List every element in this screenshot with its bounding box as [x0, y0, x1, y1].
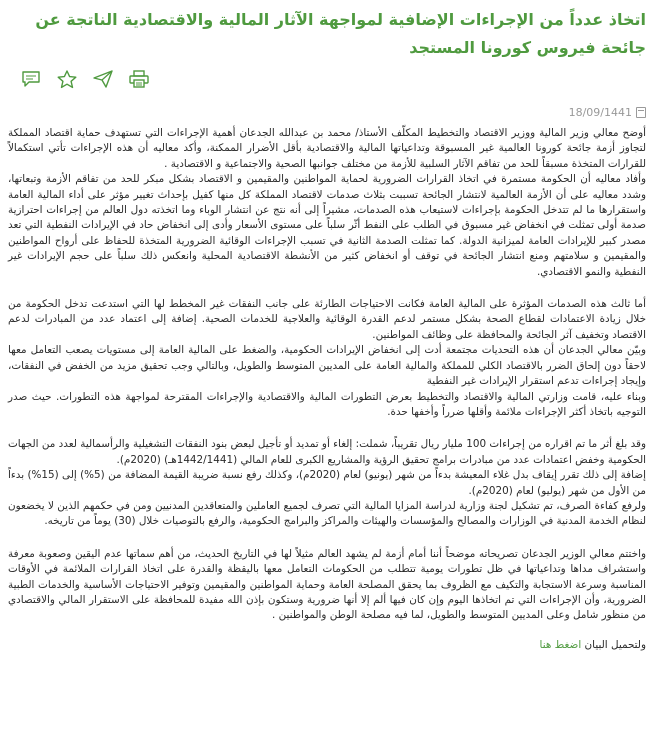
star-icon [57, 70, 77, 89]
article-toolbar [18, 68, 152, 90]
paragraph-2: وأفاد معاليه أن الحكومة مستمرة في اتخاذ القرارات الضرورية لحماية المواطنين والمقيمين و الاقتصاد بشكل مبكر للحد من تفاقم الأزمة وتبعاتها، وشدد معاليه على أن الأزمة العالمية لانتشار الجائحة تسببت بثلاث صدمات لاقتصاد المملكة كل منها كفيل بإحداث تغيير مؤثر على أداء المالية العامة واستقرارها ما لم تتدخل الحكومة بإجراءات لاستيعاب هذه الصدمات، مشيراً إلى أنه نتج عن انتشار الوباء وما اتخذته دول العالم من إجراءات احترازية صدمة أولى تمثلت في انخفاض غير مسبوق في الطلب على النفط أثّر سلباً على مستوى الأسعار وأدى إلى انخفاض حاد في الإيرادات النفطية التي تعد مصدر كبير للإيرادات العامة لميزانية الدولة. كما تمثلت الصدمة الثانية في تسبب الإجراءات الوقائية الضرورية المتخذة للحفاظ على أرواح المواطنين والمقيمين و سلامتهم ومنع انتشار الجائحة في توقف أو انخفاض كثير من الأنشطة الاقتصادية المحلية وانعكس ذلك سلباً على حجم الإيرادات غير النفطية والنمو الاقتصادي. [8, 173, 646, 278]
favorite-button[interactable] [54, 68, 80, 90]
share-icon [93, 70, 113, 88]
paragraph-4: وبيّن معالي الجدعان أن هذه التحديات مجتمعة أدت إلى انخفاض الإيرادات الحكومية، والضغط على المالية العامة إلى مستويات يصعب التعامل معها لاحقاً دون إلحاق الضرر بالاقتصاد الكلي للمملكة والمالية العامة على المديين المتوسط والطويل، وبالتالي وجب تحقيق مزيد من الخفض في النفقات، وإيجاد إجراءات تدعم استقرار الإيرادات غير النفطية [8, 344, 646, 388]
paragraph-1: أوضح معالي وزير المالية ووزير الاقتصاد والتخطيط المكلّف الأستاذ/ محمد بن عبدالله الجدعان أهمية الإجراءات التي تستهدف حماية اقتصاد المملكة لتجاوز أزمة جائحة كورونا العالمية غير المسبوقة وتداعياتها المالية والاقتصادية بأقل الأضرار الممكنة، وأكد معاليه أن هذه الإجراءات تأتي استكمالاً للقرارات المتخذة مسبقاً للحد من تفاقم الآثار السلبية للأزمة من مختلف جوانبها الصحية والاجتماعية و الاقتصادية . [8, 127, 646, 170]
date-text: 18/09/1441 [568, 106, 632, 119]
download-label: ولتحميل البيان [584, 638, 646, 651]
comment-button[interactable] [18, 68, 44, 90]
article-title: اتخاذ عدداً من الإجراءات الإضافية لمواجهة الآثار المالية والاقتصادية الناتجة عن جائحة فيروس كورونا المستجد [35, 10, 646, 57]
paragraph-9: واختتم معالي الوزير الجدعان تصريحاته موضحاً أننا أمام أزمة لم يشهد العالم مثيلاً لها في التاريخ الحديث، من أهم سماتها عدم اليقين وصعوبة معرفة واستشراف مداها وتداعياتها في ظل تطورات يومية تتطلب من الحكومات التعامل معها باليقظة والقدرة على اتخاذ القرارات الملائمة في الأوقات المناسبة وسرعة الاستجابة والتكيف مع الظروف بما يحقق المصلحة العامة وحماية المواطنين والمقيمين وتوفير الاحتياجات الأساسية والخدمات الطبية الضرورية، وأن الإجراءات التي تم اتخاذها اليوم وإن كان فيها ألم إلا أنها ضرورية وستكون بإذن الله مفيدة للمحافظة على الاستقرار المالي والاقتصادي من منظور شامل وعلى المديين المتوسط والطويل، لما فيه مصلحة الوطن والمواطنين . [8, 547, 646, 622]
share-button[interactable] [90, 68, 116, 90]
paragraph-7: إضافة إلى ذلك تقرر إيقاف بدل غلاء المعيشة بدءاً من شهر (يونيو) لعام (2020م)، وكذلك رفع نسبة ضريبة القيمة المضافة من (5%) إلى (15%) بدءاً من الأول من شهر (يوليو) لعام (2020م). [8, 469, 646, 497]
article-date [569, 106, 646, 119]
article-body [8, 126, 646, 653]
paragraph-3: أما ثالث هذه الصدمات المؤثرة على المالية العامة فكانت الاحتياجات الطارئة على جانب النفقات غير المخطط لها التي استدعت تدخل الحكومة من خلال زيادة الاعتمادات لقطاع الصحة بشكل مستمر لدعم القدرة الوقائية والعلاجية للخدمات الصحية. إضافة إلى اعتماد عدد من المبادرات لدعم الاقتصاد وتخفيف آثر الجائحة والمحافظة على وظائف المواطنين. [8, 298, 646, 341]
paragraph-5: وبناء عليه، قامت وزارتي المالية والاقتصاد والتخطيط بعرض التطورات المالية والاقتصادية والإجراءات المقترحة لمواجهة هذه التطورات. حيث صدر التوجيه باتخاذ أكثر الإجراءات ملائمة وأقلها ضرراً وأخفها حدة. [8, 390, 646, 418]
calendar-icon [636, 107, 646, 118]
paragraph-8: ولرفع كفاءة الصرف، تم تشكيل لجنة وزارية لدراسة المزايا المالية التي تصرف لجميع العاملين والمتعاقدين المدنيين ومن في حكمهم الذين لا يخضعون لنظام الخدمة المدنية في الوزارات والمصالح والمؤسسات والهيئات والمراكز والبرامج الحكومية، والرفع بالتوصيات خلال (30) يوماً من تاريخه. [8, 499, 646, 528]
print-icon [129, 70, 149, 88]
download-link[interactable]: اضغط هنا [539, 638, 582, 651]
print-button[interactable] [126, 68, 152, 90]
paragraph-6: وقد بلغ أثر ما تم اقراره من إجراءات 100 مليار ريال تقريباً، شملت: إلغاء أو تمديد أو تأجيل لبعض بنود النفقات التشغيلية والرأسمالية لعدد من الجهات الحكومية وخفض اعتمادات عدد من مبادرات برامج تحقيق الرؤية والمشاريع الكبرى للعام المالي (1442/1441هـ) (2020م). [8, 438, 647, 466]
comment-icon [21, 70, 41, 88]
download-row [8, 638, 646, 653]
